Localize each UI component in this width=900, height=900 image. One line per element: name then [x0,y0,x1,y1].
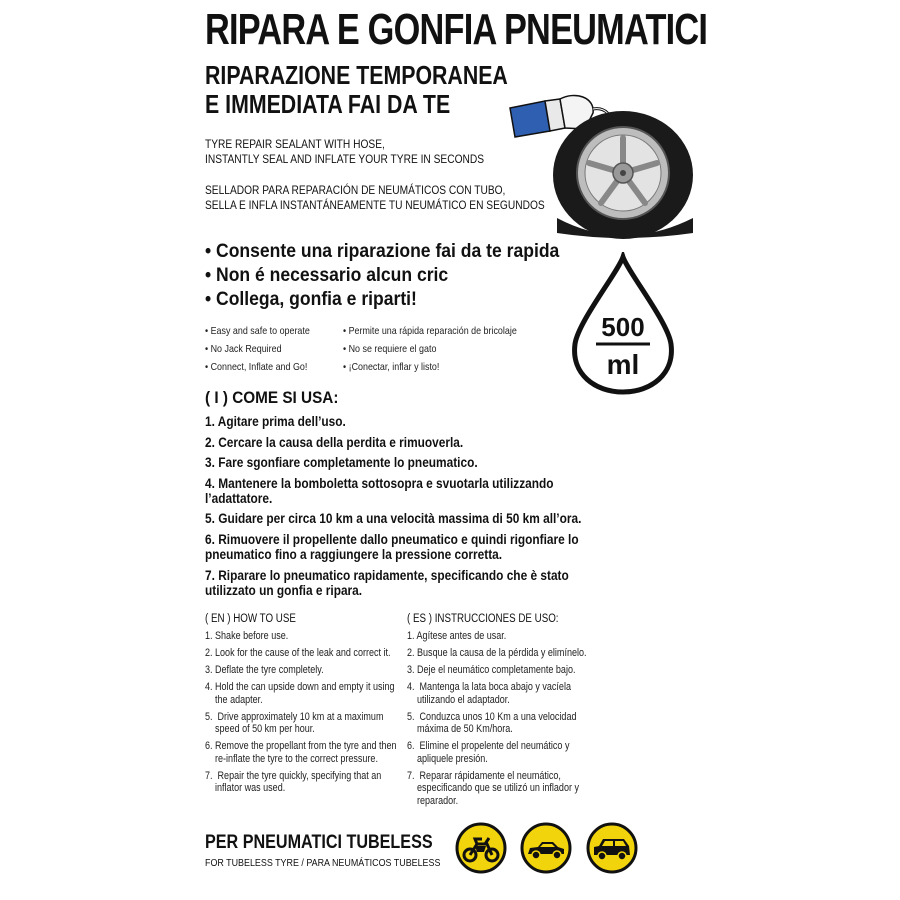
feature-item-es: • ¡Conectar, inflar y listo! [343,361,440,373]
step-line: 4. Mantenga la lata boca abajo y vacíela [407,681,571,693]
feature-item: • Non é necessario alcun cric [205,264,449,286]
feature-item-en: • Connect, Inflate and Go! [205,361,308,373]
subtitle-line-1: RIPARAZIONE TEMPORANEA [205,60,508,90]
footer-title: PER PNEUMATICI TUBELESS [205,832,433,853]
feature-item-en: • No Jack Required [205,343,282,355]
volume-drop-icon [568,252,678,397]
howto-english [205,613,439,799]
step-line: 3. Fare sgonfiare completamente lo pneumatico. [205,455,478,471]
feature-item-es: • Permite una rápida reparación de bricolaje [343,325,517,337]
step-line: especificando que se utilizó un inflador y [407,782,579,794]
step-line: 5. Drive approximately 10 km at a maximum [205,710,384,723]
step-item [205,664,439,677]
step-line: inflator was used. [205,782,286,794]
step-line: utilizando el adaptador. [407,693,510,706]
step-item [205,511,633,526]
step-line: 7. Repair the tyre quickly, specifying that an [205,769,382,782]
feature-item: • Collega, gonfia e riparti! [205,288,417,310]
step-line: 7. Riparare lo pneumatico rapidamente, specificando che è stato [205,567,569,583]
motorcycle-icon [455,822,507,874]
howto-english-steps [205,630,439,795]
car-badge [520,822,572,874]
volume-unit: ml [606,349,640,380]
intro-spanish-line: SELLADOR PARA REPARACIÓN DE NEUMÁTICOS CON TUBO, [205,183,506,197]
subtitle-line-2: E IMMEDIATA FAI DA TE [205,89,451,119]
howto-spanish-title: ( ES ) INSTRUCCIONES DE USO: [407,613,559,625]
step-line: utilizzato un gonfia e ripara. [205,582,363,598]
step-item [205,435,633,450]
step-item [205,681,439,706]
features-english [205,325,328,379]
step-line: 1. Shake before use. [205,630,289,642]
step-line: the adapter. [205,693,263,706]
step-item [205,711,439,736]
howto-english-title: ( EN ) HOW TO USE [205,613,296,625]
step-line: 6. Elimine el propelente del neumático y [407,740,570,752]
footer-subtitle: FOR TUBELESS TYRE / PARA NEUMÁTICOS TUBELESS [205,857,441,869]
motorcycle-badge [455,822,507,874]
feature-item-en: • Easy and safe to operate [205,325,310,337]
tyre-repair-illustration [505,93,705,243]
feature-item: • Consente una riparazione fai da te rapida [205,240,560,262]
step-item [407,647,626,660]
step-item [407,664,626,677]
howto-spanish-steps [407,630,626,807]
step-item [407,770,626,808]
suv-icon [586,822,638,874]
feature-item-es: • No se requiere el gato [343,343,437,355]
step-line: 3. Deflate the tyre completely. [205,664,324,676]
step-item [205,647,439,660]
step-line: 2. Cercare la causa della perdita e rimuoverla. [205,434,464,450]
step-line: 6. Remove the propellant from the tyre and then [205,740,397,752]
intro-english-line: TYRE REPAIR SEALANT WITH HOSE, [205,137,385,151]
step-item [407,630,626,643]
step-item [407,681,626,706]
step-item [205,414,633,429]
step-line: 2. Look for the cause of the leak and correct it. [205,647,391,659]
step-line: 5. Conduzca unos 10 Km a una velocidad [407,710,577,723]
step-line: l’adattatore. [205,490,273,506]
step-item [407,740,626,765]
step-item [205,568,633,598]
volume-amount: 500 [601,312,645,342]
step-item [205,476,633,506]
step-line: 2. Busque la causa de la pérdida y elimínelo. [407,647,587,659]
step-item [407,711,626,736]
howto-italian-title: ( I ) COME SI USA: [205,388,339,407]
step-line: 4. Hold the can upside down and empty it using [205,681,395,693]
howto-spanish [407,613,626,812]
step-line: pneumatico fino a raggiungere la pressione corretta. [205,546,503,562]
intro-spanish-line: SELLA E INFLA INSTANTÁNEAMENTE TU NEUMÁTICO EN SEGUNDOS [205,198,545,212]
step-line: apliquele presión. [407,752,488,765]
step-item [205,630,439,643]
step-item [205,455,633,470]
intro-english [205,137,484,167]
step-line: 4. Mantenere la bomboletta sottosopra e svuotarla utilizzando [205,475,554,491]
car-icon [520,822,572,874]
howto-italian-steps [205,414,633,603]
step-line: speed of 50 km per hour. [205,723,315,735]
step-item [205,740,439,765]
step-item [205,770,439,795]
step-line: 3. Deje el neumático completamente bajo. [407,664,576,676]
page-title: RIPARA E GONFIA PNEUMATICI [205,5,708,54]
step-item [205,532,633,562]
step-line: 1. Agítese antes de usar. [407,630,507,642]
step-line: 6. Rimuovere il propellente dallo pneumatico e quindi rigonfiare lo [205,531,579,547]
suv-badge [586,822,638,874]
step-line: máxima de 50 Km/hora. [407,723,513,735]
features-italian [205,240,599,312]
step-line: 7. Reparar rápidamente el neumático, [407,769,561,782]
intro-english-line: INSTANTLY SEAL AND INFLATE YOUR TYRE IN SECONDS [205,152,485,166]
step-line: 1. Agitare prima dell’uso. [205,414,346,429]
intro-spanish [205,183,545,213]
step-line: 5. Guidare per circa 10 km a una velocità massima di 50 km all’ora. [205,511,582,527]
step-line: reparador. [407,794,459,807]
step-line: re-inflate the tyre to the correct pressure. [205,752,378,765]
features-spanish [343,325,547,379]
flat-tyre-icon [553,111,693,239]
